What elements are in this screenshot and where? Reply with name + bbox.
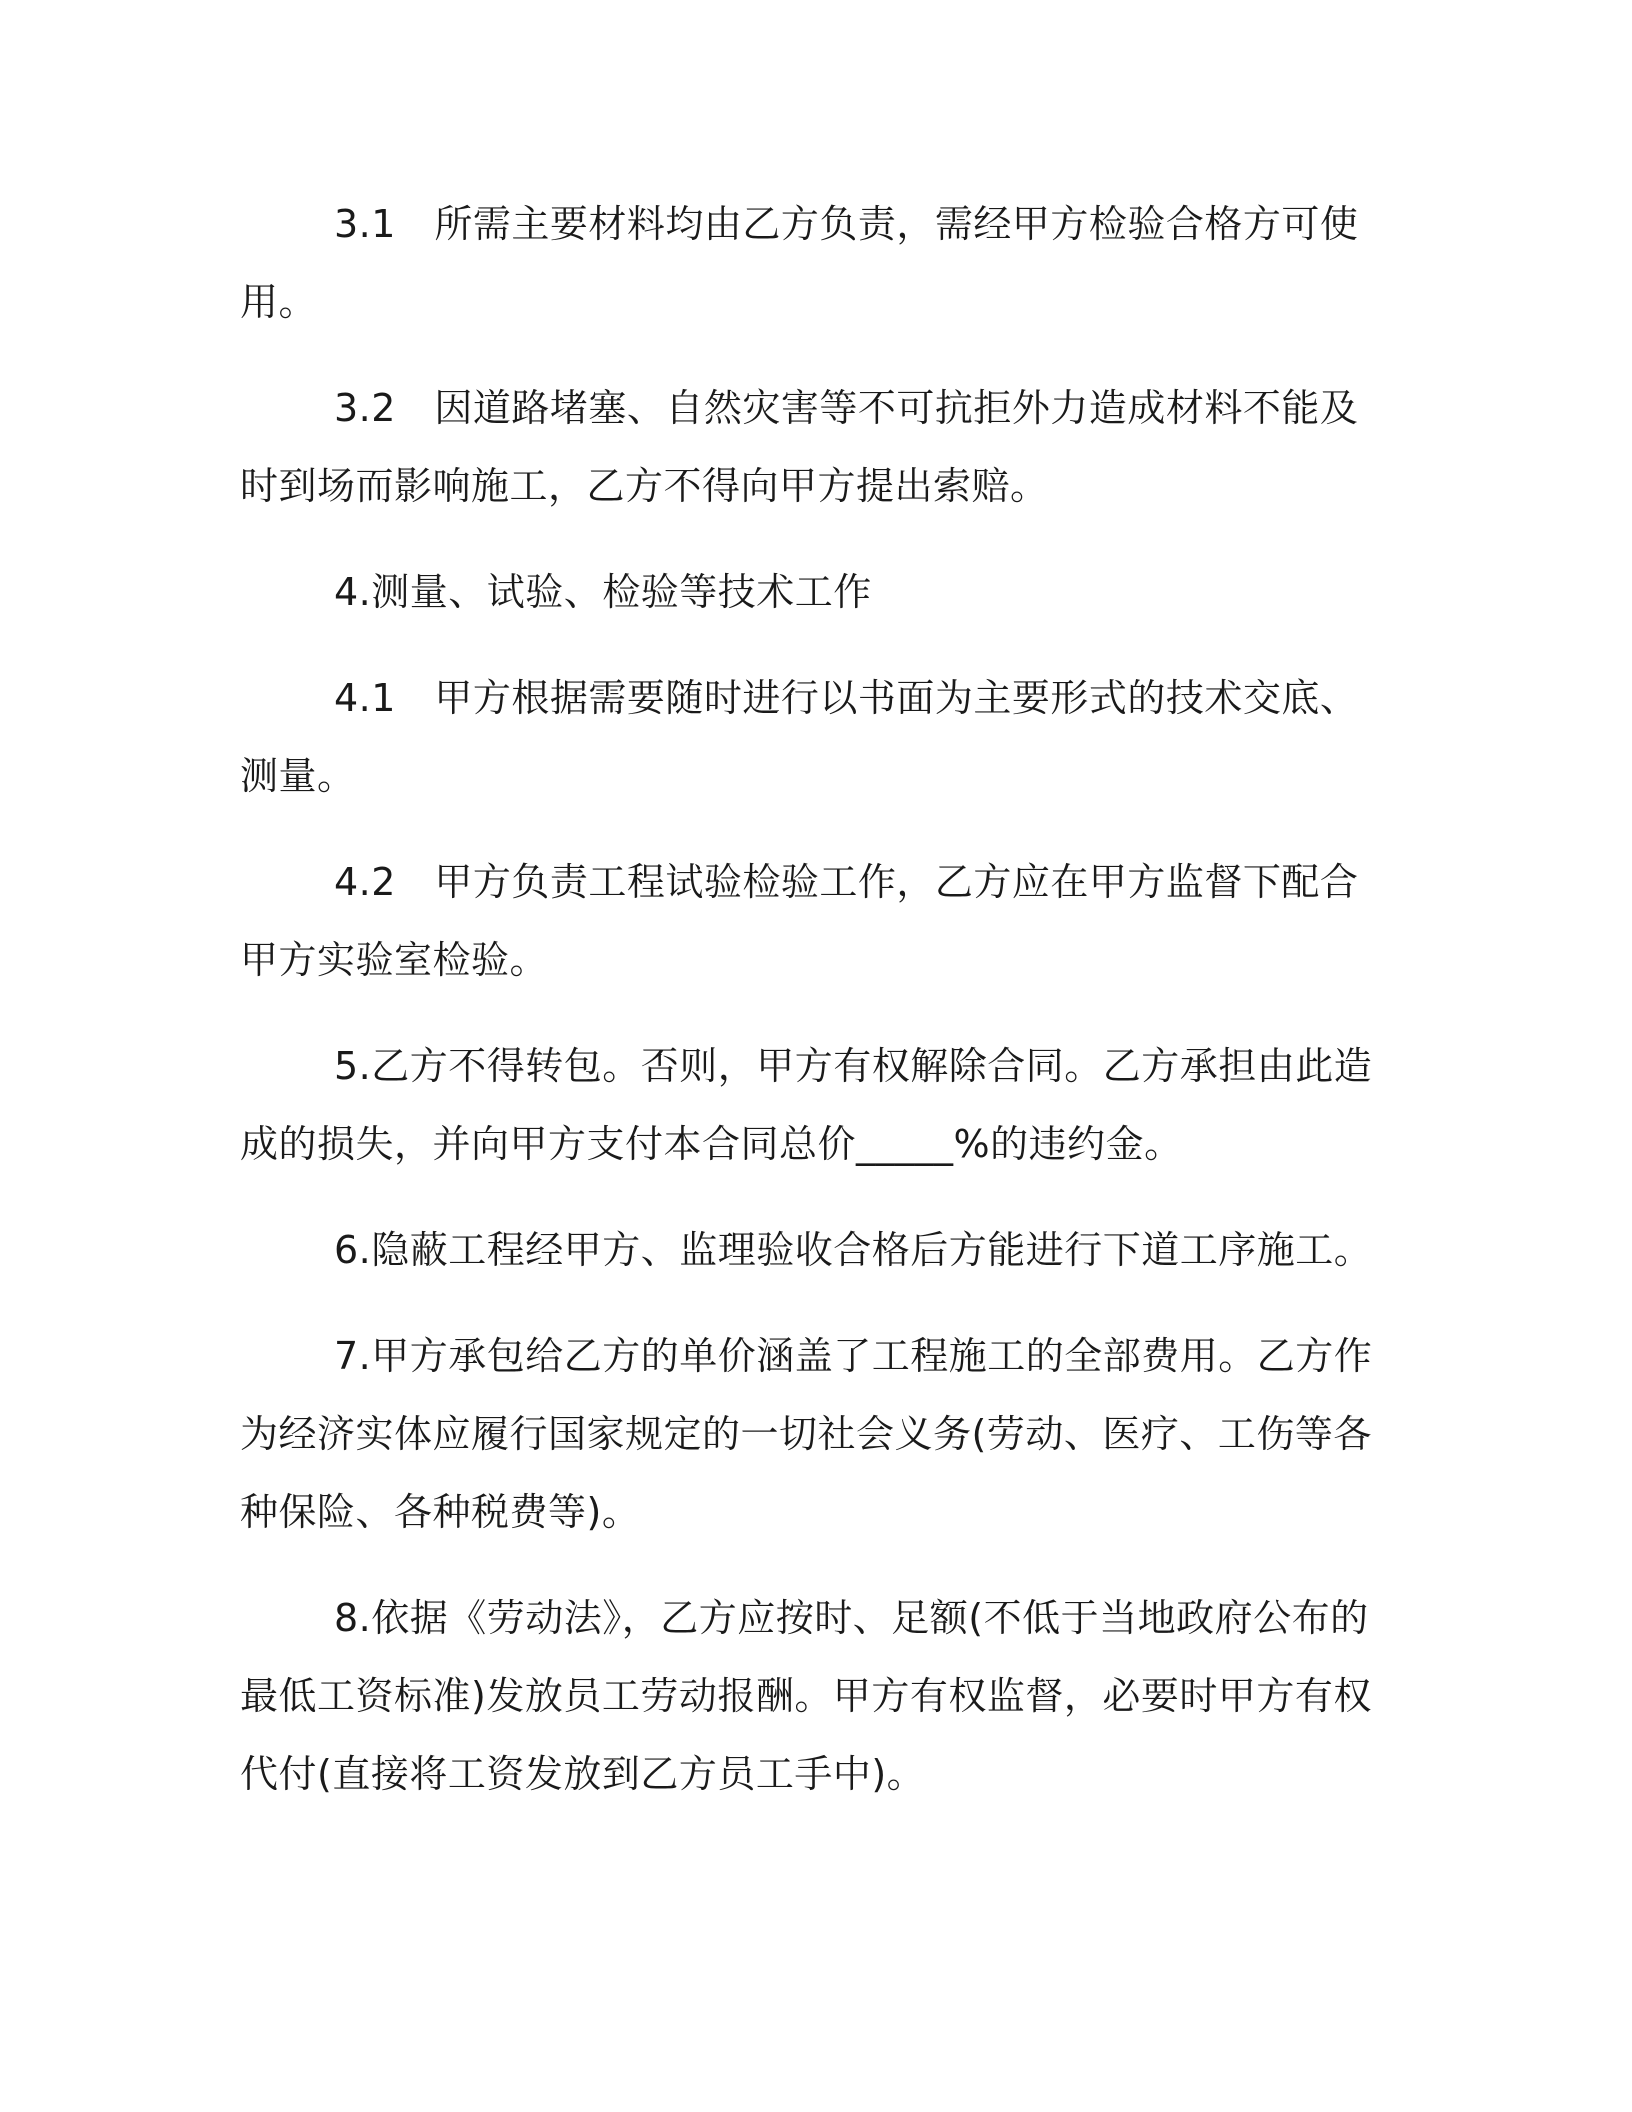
clause-6: 6.隐蔽工程经甲方、监理验收合格后方能进行下道工序施工。 — [334, 1228, 1373, 1272]
clause-4-1: 4.1 甲方根据需要随时进行以书面为主要形式的技术交底、测量。 — [240, 676, 1359, 798]
clause-3-2: 3.2 因道路堵塞、自然灾害等不可抗拒外力造成材料不能及时到场而影响施工，乙方不得向甲方提出索赔。 — [240, 386, 1359, 508]
document-body — [240, 185, 1390, 1841]
clause-4-2: 4.2 甲方负责工程试验检验工作，乙方应在甲方监督下配合甲方实验室检验。 — [240, 860, 1359, 982]
clause-7: 7.甲方承包给乙方的单价涵盖了工程施工的全部费用。乙方作为经济实体应履行国家规定的一切社会义务(劳动、医疗、工伤等各种保险、各种税费等)。 — [240, 1334, 1373, 1534]
clause-3-1: 3.1 所需主要材料均由乙方负责，需经甲方检验合格方可使用。 — [240, 202, 1359, 324]
clause-8: 8.依据《劳动法》，乙方应按时、足额(不低于当地政府公布的最低工资标准)发放员工劳动报酬。甲方有权监督，必要时甲方有权代付(直接将工资发放到乙方员工手中)。 — [240, 1596, 1372, 1796]
section-4-heading: 4.测量、试验、检验等技术工作 — [334, 570, 872, 614]
clause-5: 5.乙方不得转包。否则，甲方有权解除合同。乙方承担由此造成的损失，并向甲方支付本合同总价_____%的违约金。 — [240, 1044, 1373, 1166]
